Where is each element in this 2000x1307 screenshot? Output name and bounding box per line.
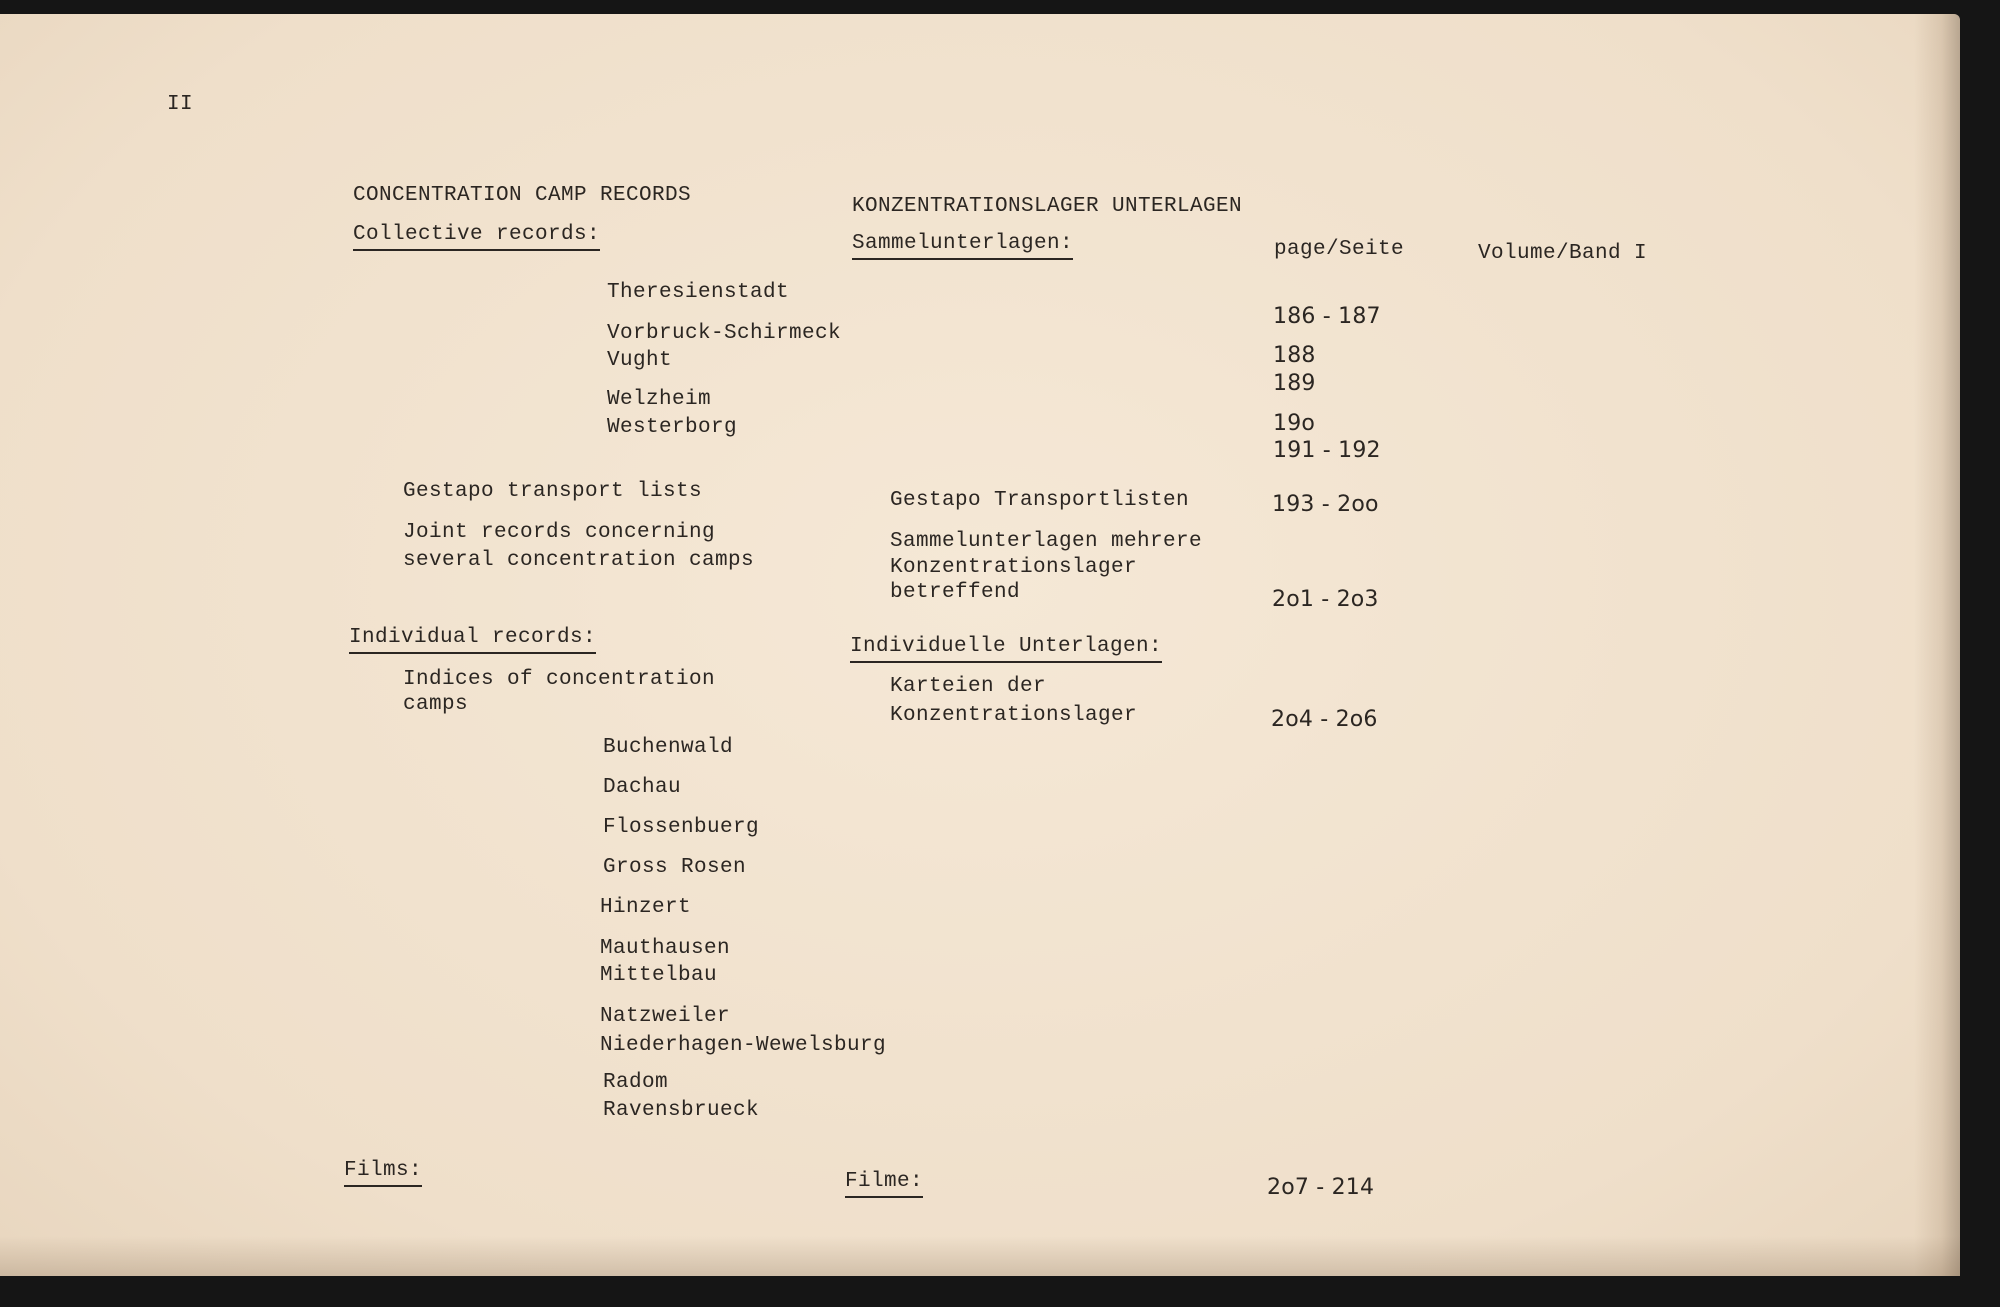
page-bottom-shadow [0, 1236, 1960, 1276]
individual-records-heading: Individual records: [349, 624, 596, 654]
page-range: 189 [1273, 371, 1316, 396]
page-range: 188 [1273, 343, 1316, 368]
camp-name: Gross Rosen [603, 856, 747, 879]
camp-name: Mauthausen [600, 937, 731, 960]
camp-name: Dachau [603, 776, 682, 799]
page-number: II [167, 93, 194, 116]
gestapo-english: Gestapo transport lists [403, 480, 703, 503]
joint-records-english-line1: Joint records concerning [403, 521, 716, 544]
indices-english-line1: Indices of concentration [403, 668, 716, 691]
camp-name: Flossenbuerg [603, 816, 760, 839]
title-english: CONCENTRATION CAMP RECORDS [353, 184, 692, 207]
camp-name: Ravensbrueck [603, 1099, 760, 1122]
gestapo-german: Gestapo Transportlisten [890, 489, 1190, 512]
camp-name: Natzweiler [600, 1005, 731, 1028]
indices-german-line2: Konzentrationslager [890, 704, 1138, 727]
joint-records-german-line2: Konzentrationslager [890, 556, 1138, 579]
title-german: KONZENTRATIONSLAGER UNTERLAGEN [852, 195, 1243, 218]
joint-records-english-line2: several concentration camps [403, 549, 755, 572]
page-edge-shadow [1914, 14, 1960, 1276]
page-range: 193 - 2oo [1272, 492, 1379, 517]
document-page [0, 14, 1960, 1276]
collective-records-heading: Collective records: [353, 221, 600, 251]
filme-heading: Filme: [845, 1168, 923, 1198]
indices-german-line1: Karteien der [890, 675, 1047, 698]
page-range: 2o4 - 2o6 [1271, 707, 1378, 732]
page-range: 2o1 - 2o3 [1272, 587, 1379, 612]
individuelle-unterlagen-heading: Individuelle Unterlagen: [850, 633, 1162, 663]
camp-name: Welzheim [607, 388, 712, 411]
indices-english-line2: camps [403, 693, 469, 716]
camp-name: Niederhagen-Wewelsburg [600, 1034, 887, 1057]
volume-column-header: Volume/Band I [1478, 242, 1648, 265]
camp-name: Mittelbau [600, 964, 718, 987]
page-range: 2o7 - 214 [1267, 1175, 1375, 1200]
camp-name: Radom [603, 1071, 669, 1094]
page-range: 19o [1273, 411, 1316, 436]
camp-name: Hinzert [600, 896, 692, 919]
joint-records-german-line3: betreffend [890, 581, 1021, 604]
page-column-header: page/Seite [1274, 238, 1405, 261]
camp-name: Westerborg [607, 416, 738, 439]
camp-name: Buchenwald [603, 736, 734, 759]
camp-name: Vorbruck-Schirmeck [607, 322, 842, 345]
camp-name: Theresienstadt [607, 281, 790, 304]
sammelunterlagen-heading: Sammelunterlagen: [852, 230, 1073, 260]
films-heading: Films: [344, 1157, 422, 1187]
camp-name: Vught [607, 349, 673, 372]
page-range: 186 - 187 [1273, 304, 1381, 329]
joint-records-german-line1: Sammelunterlagen mehrere [890, 530, 1203, 553]
page-range: 191 - 192 [1273, 438, 1381, 463]
